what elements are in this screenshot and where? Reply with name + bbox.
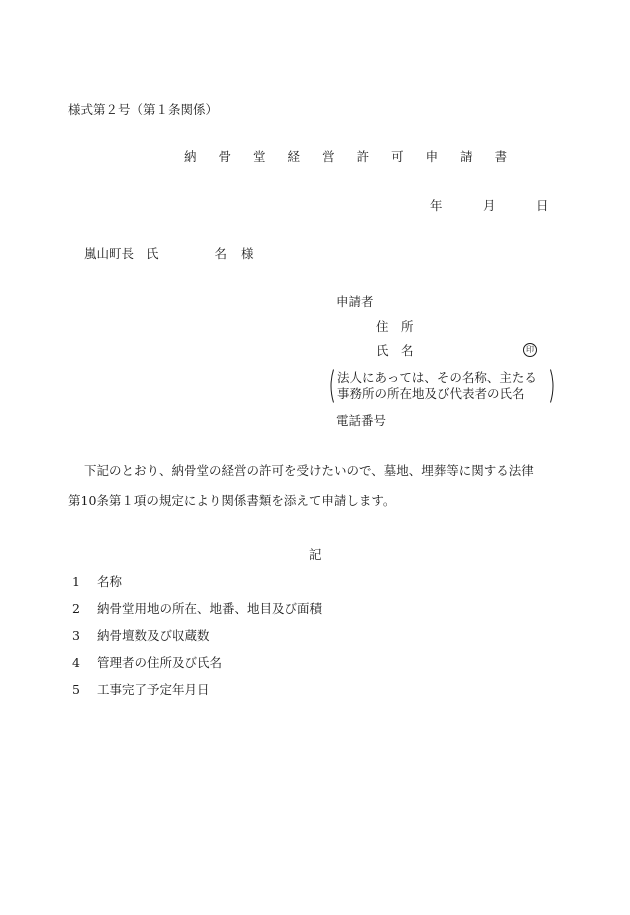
- list-item-number: 4: [72, 655, 80, 670]
- title-char: 請: [460, 149, 473, 164]
- addressee-office: 嵐山町長: [84, 246, 135, 261]
- applicant-label: 申請者: [336, 294, 374, 309]
- list-item-text: 工事完了予定年月日: [97, 682, 210, 697]
- list-item-number: 2: [72, 601, 80, 616]
- name-label: 氏 名: [376, 343, 414, 358]
- title-char: 許: [356, 149, 370, 164]
- title-char: 堂: [253, 149, 266, 164]
- corporation-note-line-1: 法人にあっては、その名称、主たる: [337, 370, 537, 385]
- addressee: [84, 248, 254, 261]
- list-item: [72, 603, 322, 616]
- title-char: 骨: [218, 149, 232, 164]
- addressee-name-2: 名: [214, 246, 228, 261]
- corporation-note-line-2: 事務所の所在地及び代表者の氏名: [337, 386, 525, 401]
- ki-heading: 記: [309, 547, 322, 562]
- title-char: 書: [494, 149, 508, 164]
- list-item-number: 1: [72, 574, 80, 589]
- list-item: [72, 576, 122, 589]
- document-title: [184, 151, 507, 164]
- form-number: 様式第２号（第１条関係）: [68, 102, 219, 117]
- right-paren-icon: [550, 369, 556, 403]
- list-item: [72, 684, 210, 697]
- left-paren-icon: [328, 369, 334, 403]
- addressee-honorific: 様: [241, 246, 254, 261]
- list-item-number: 3: [72, 628, 80, 643]
- list-item: [72, 657, 222, 670]
- list-item-text: 管理者の住所及び氏名: [97, 655, 223, 670]
- title-char: 営: [322, 149, 335, 164]
- list-item-text: 納骨壇数及び収蔵数: [97, 628, 210, 643]
- title-char: 経: [287, 149, 301, 164]
- title-char: 可: [391, 149, 404, 164]
- phone-label: 電話番号: [336, 413, 387, 428]
- list-item-text: 名称: [97, 574, 123, 589]
- date-year: 年: [430, 198, 443, 213]
- seal-icon: 印: [523, 343, 537, 357]
- corporation-note: [328, 369, 556, 403]
- list-item-text: 納骨堂用地の所在、地番、地目及び面積: [97, 601, 323, 616]
- list-item: [72, 630, 210, 643]
- address-label: 住 所: [376, 319, 414, 334]
- title-char: 申: [425, 149, 439, 164]
- addressee-name-1: 氏: [146, 246, 159, 261]
- date-month: 月: [483, 198, 496, 213]
- list-item-number: 5: [72, 682, 80, 697]
- body-text-line-1: 下記のとおり、納骨堂の経営の許可を受けたいので、墓地、埋葬等に関する法律: [84, 463, 534, 478]
- title-char: 納: [184, 149, 197, 164]
- body-text-line-2: 第10条第１項の規定により関係書類を添えて申請します。: [68, 493, 396, 508]
- date-day: 日: [536, 198, 549, 213]
